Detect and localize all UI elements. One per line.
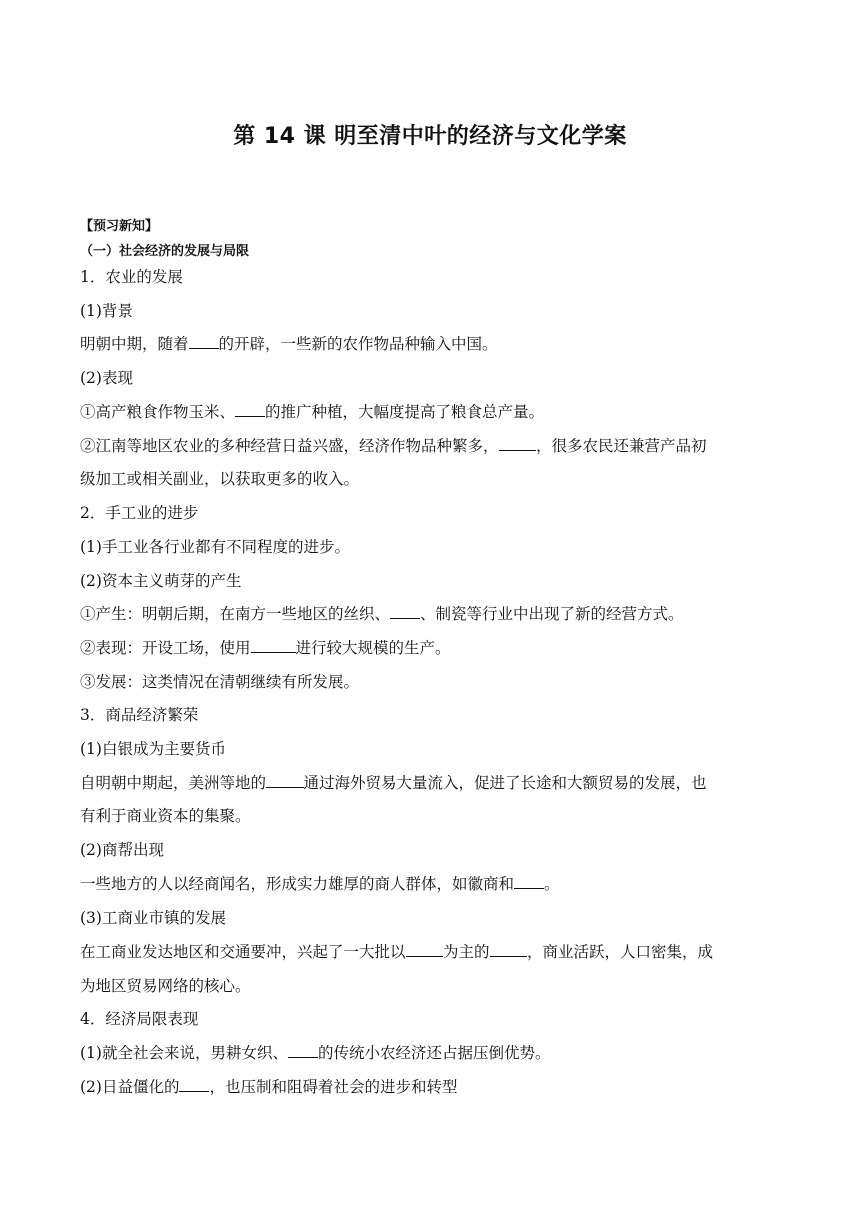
- text-segment: (1)背景: [80, 302, 133, 320]
- text-line: [80, 602, 790, 624]
- text-segment: (2)日益僵化的: [80, 1078, 180, 1096]
- text-segment: ②表现：开设工场，使用: [80, 639, 251, 657]
- text-line: [80, 636, 790, 658]
- fill-in-blank[interactable]: [235, 402, 265, 417]
- fill-in-blank[interactable]: [490, 942, 528, 957]
- text-segment: (3)工商业市镇的发展: [80, 909, 226, 927]
- text-segment: (1)就全社会来说，男耕女织、: [80, 1044, 288, 1062]
- text-line: [80, 366, 790, 388]
- text-line: [80, 501, 790, 523]
- fill-in-blank[interactable]: [499, 436, 537, 451]
- text-line: [80, 467, 790, 489]
- text-segment: 一些地方的人以经商闻名，形成实力雄厚的商人群体，如徽商和: [80, 875, 515, 893]
- text-line: [80, 535, 790, 557]
- text-line: [80, 838, 790, 860]
- text-segment: 明朝中期，随着: [80, 335, 189, 353]
- fill-in-blank[interactable]: [406, 942, 444, 957]
- text-line: [80, 737, 790, 759]
- text-line: [80, 400, 790, 422]
- fill-in-blank[interactable]: [514, 874, 544, 889]
- text-segment: ，商业活跃，人口密集，成: [527, 943, 714, 961]
- text-segment: 4．经济局限表现: [80, 1010, 199, 1028]
- text-segment: 自明朝中期起，美洲等地的: [80, 774, 267, 792]
- text-segment: (2)表现: [80, 369, 133, 387]
- fill-in-blank[interactable]: [266, 773, 304, 788]
- text-segment: ，很多农民还兼营产品初: [536, 437, 707, 455]
- text-line: [80, 1041, 790, 1063]
- text-segment: ，也压制和阻碍着社会的进步和转型: [209, 1078, 458, 1096]
- text-segment: 为主的: [443, 943, 490, 961]
- fill-in-blank[interactable]: [189, 334, 219, 349]
- text-segment: 2．手工业的进步: [80, 504, 199, 522]
- text-segment: 为地区贸易网络的核心。: [80, 977, 251, 995]
- page-title: 第 14 课 明至清中叶的经济与文化学案: [233, 124, 627, 149]
- text-segment: ①产生：明朝后期，在南方一些地区的丝织、: [80, 605, 391, 623]
- fill-in-blank[interactable]: [288, 1043, 318, 1058]
- text-line: [80, 670, 790, 692]
- text-segment: 3．商品经济繁荣: [80, 706, 199, 724]
- text-segment: 进行较大规模的生产。: [295, 639, 451, 657]
- text-line: [80, 299, 790, 321]
- text-segment: 有利于商业资本的集聚。: [80, 807, 251, 825]
- text-line: [80, 974, 790, 996]
- text-segment: 级加工或相关副业，以获取更多的收入。: [80, 470, 360, 488]
- text-line: [80, 569, 790, 591]
- text-line: [80, 703, 790, 725]
- text-line: [80, 1075, 790, 1097]
- text-line: [80, 332, 790, 354]
- text-line: [80, 1007, 790, 1029]
- text-segment: 1．农业的发展: [80, 268, 183, 286]
- text-segment: ①高产粮食作物玉米、: [80, 403, 236, 421]
- text-segment: (2)资本主义萌芽的产生: [80, 572, 242, 590]
- text-line: [80, 804, 790, 826]
- text-segment: 、制瓷等行业中出现了新的经营方式。: [420, 605, 684, 623]
- text-line: [80, 906, 790, 928]
- text-segment: ③发展：这类情况在清朝继续有所发展。: [80, 673, 360, 691]
- text-segment: 的推广种植，大幅度提高了粮食总产量。: [265, 403, 545, 421]
- text-line: [80, 940, 790, 962]
- text-segment: (1)白银成为主要货币: [80, 740, 226, 758]
- fill-in-blank[interactable]: [251, 638, 296, 653]
- text-segment: 在工商业发达地区和交通要冲，兴起了一大批以: [80, 943, 406, 961]
- text-line: [80, 771, 790, 793]
- text-segment: (1)手工业各行业都有不同程度的进步。: [80, 538, 350, 556]
- text-line: [80, 265, 790, 287]
- text-segment: 的传统小农经济还占据压倒优势。: [317, 1044, 551, 1062]
- text-segment: ②江南等地区农业的多种经营日益兴盛，经济作物品种繁多，: [80, 437, 499, 455]
- text-segment: 。: [544, 875, 560, 893]
- section-header: 【预习新知】: [80, 219, 159, 234]
- fill-in-blank[interactable]: [179, 1077, 209, 1092]
- fill-in-blank[interactable]: [390, 604, 420, 619]
- subsection-header: （一）社会经济的发展与局限: [80, 244, 250, 259]
- text-line: [80, 872, 790, 894]
- text-segment: 通过海外贸易大量流入，促进了长途和大额贸易的发展，也: [303, 774, 707, 792]
- text-segment: 的开辟，一些新的农作物品种输入中国。: [218, 335, 498, 353]
- text-line: [80, 434, 790, 456]
- text-segment: (2)商帮出现: [80, 841, 164, 859]
